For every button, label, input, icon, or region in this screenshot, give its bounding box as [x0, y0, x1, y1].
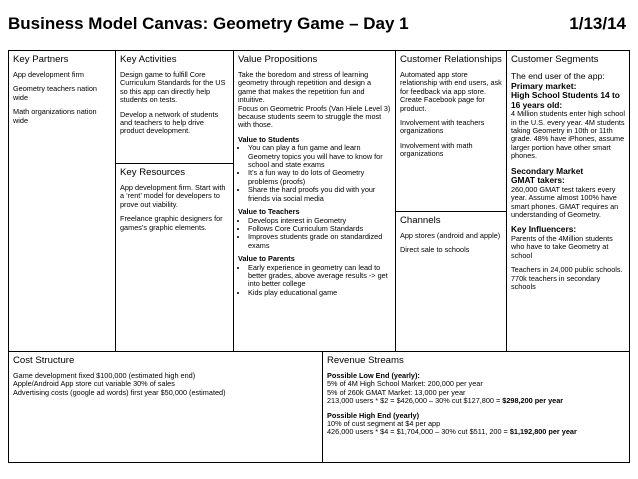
- customer-segments-section: [506, 50, 630, 352]
- relationship-item: Automated app store relationship with end users, ask for feedback via app store. Create Facebook page for product.: [400, 70, 502, 113]
- list-item: • Develops interest in Geometry: [248, 217, 391, 225]
- cost-item: Game development fixed $100,000 (estimated high end): [13, 371, 196, 380]
- key-partners-heading: Key Partners: [13, 54, 69, 65]
- page-date: 1/13/14: [569, 14, 626, 33]
- low-end-calc-text: 213,000 users * $2 = $426,000 – 30% cut $127,800 =: [327, 396, 503, 406]
- revenue-streams-section: [322, 351, 630, 463]
- segments-intro: The end user of the app:: [511, 71, 605, 81]
- cost-structure-section: [8, 351, 323, 463]
- channel-item: Direct sale to schools: [400, 245, 470, 255]
- value-teachers-list: [238, 217, 391, 251]
- primary-market-text: 4 Million students enter high school in the U.S. every year. 4M students taking Geometry in 10th or 11th grade. 48% have iPhones, assume larger portion have other smart phones.: [511, 109, 625, 161]
- value-students-heading: Value to Students: [238, 134, 300, 144]
- list-item: • Improves students grade on standardized exams: [248, 233, 391, 250]
- teachers-segment-text: Teachers in 24,000 public schools. 770k teachers in secondary schools: [511, 265, 623, 292]
- key-activity-item: Design game to fulfill Core Curriculum Standards for the US so this app can directly help students on tests.: [120, 70, 226, 105]
- low-end-heading: Possible Low End (yearly):: [327, 371, 420, 380]
- customer-relationships-section: [395, 50, 507, 212]
- key-partner-item: App development firm: [13, 70, 84, 79]
- list-item: • It’s a fun way to do lots of Geometry problems (proofs): [248, 169, 391, 186]
- secondary-market-text: 260,000 GMAT test takers every year. Assume almost 100% have smart phones. GMAT requires an understanding of Geometry.: [511, 184, 619, 220]
- canvas-header: [8, 14, 630, 40]
- key-partner-item: Geometry teachers nation wide: [13, 84, 97, 102]
- key-partners-section: [8, 50, 116, 352]
- key-resource-item: App development firm. Start with a ‘rent’ model for developers to prove out viability.: [120, 183, 226, 209]
- value-focus: Focus on Geometric Proofs (Van Hiele Level 3) because students seem to struggle the most with those.: [238, 103, 391, 130]
- key-resources-heading: Key Resources: [120, 167, 186, 178]
- high-end-calculation: [327, 428, 625, 436]
- list-item: • You can play a fun game and learn Geometry topics you will have to know for school and state exams: [248, 144, 391, 169]
- key-partner-item: Math organizations nation wide: [13, 107, 97, 125]
- channels-section: [395, 211, 507, 352]
- key-resource-item: Freelance graphic designers for games’s graphic elements.: [120, 214, 223, 232]
- list-item: • Follows Core Curriculum Standards: [248, 225, 391, 233]
- secondary-market-label: Secondary Market: [511, 165, 584, 176]
- cost-item: Advertising costs (google ad words) first year $50,000 (estimated): [13, 387, 226, 397]
- low-end-total: $298,200 per year: [502, 396, 564, 406]
- channel-item: App stores (android and apple): [400, 231, 501, 240]
- low-end-calculation: [327, 397, 625, 405]
- value-students-list: [238, 144, 391, 203]
- cost-item: Apple/Android App store cut variable 30% of sales: [13, 379, 175, 389]
- cost-structure-heading: Cost Structure: [13, 355, 75, 366]
- value-intro: Take the boredom and stress of learning geometry through repetition and design a game that makes the repetition fun and intuitive.: [238, 70, 372, 105]
- high-end-heading: Possible High End (yearly): [327, 410, 420, 420]
- revenue-streams-heading: Revenue Streams: [327, 355, 404, 366]
- list-item: • Share the hard proofs you did with your friends via social media: [248, 186, 391, 203]
- list-item: • Kids play educational game: [248, 289, 391, 297]
- secondary-market-group: GMAT takers:: [511, 175, 565, 186]
- key-activity-item: Develop a network of students and teachers to help drive product development.: [120, 109, 219, 136]
- key-activities-section: [115, 50, 234, 164]
- value-propositions-heading: Value Propositions: [238, 54, 318, 65]
- customer-relationships-heading: Customer Relationships: [400, 54, 502, 65]
- high-end-line: 10% of cust segment at $4 per app: [327, 419, 441, 429]
- high-end-calc-text: 426,000 users * $4 = $1,704,000 – 30% cut $511, 200 =: [327, 427, 510, 437]
- low-end-line: 5% of 4M High School Market: 200,000 per year: [327, 379, 483, 389]
- relationship-item: Involvement with teachers organizations: [400, 118, 485, 136]
- low-end-line: 5% of 260k GMAT Market: 13,000 per year: [327, 387, 466, 397]
- page-title: Business Model Canvas: Geometry Game – Day 1: [8, 14, 409, 33]
- value-propositions-section: [233, 50, 396, 352]
- primary-market-group: High School Students 14 to 16 years old:: [511, 90, 620, 110]
- relationship-item: Involvement with math organizations: [400, 140, 473, 159]
- key-influencers-text: Parents of the 4Million students who have to take Geometry at school: [511, 234, 613, 260]
- key-resources-section: [115, 163, 234, 352]
- value-parents-heading: Value to Parents: [238, 254, 295, 264]
- key-influencers-label: Key Influencers:: [511, 224, 577, 235]
- value-parents-list: [238, 264, 391, 298]
- value-teachers-heading: Value to Teachers: [238, 207, 300, 217]
- list-item: • Early experience in geometry can lead to better grades, above average results -> get into better college: [248, 264, 391, 289]
- customer-segments-heading: Customer Segments: [511, 54, 599, 65]
- high-end-total: $1,192,800 per year: [509, 427, 577, 437]
- key-activities-heading: Key Activities: [120, 54, 177, 65]
- primary-market-label: Primary market:: [511, 81, 577, 91]
- channels-heading: Channels: [400, 215, 441, 226]
